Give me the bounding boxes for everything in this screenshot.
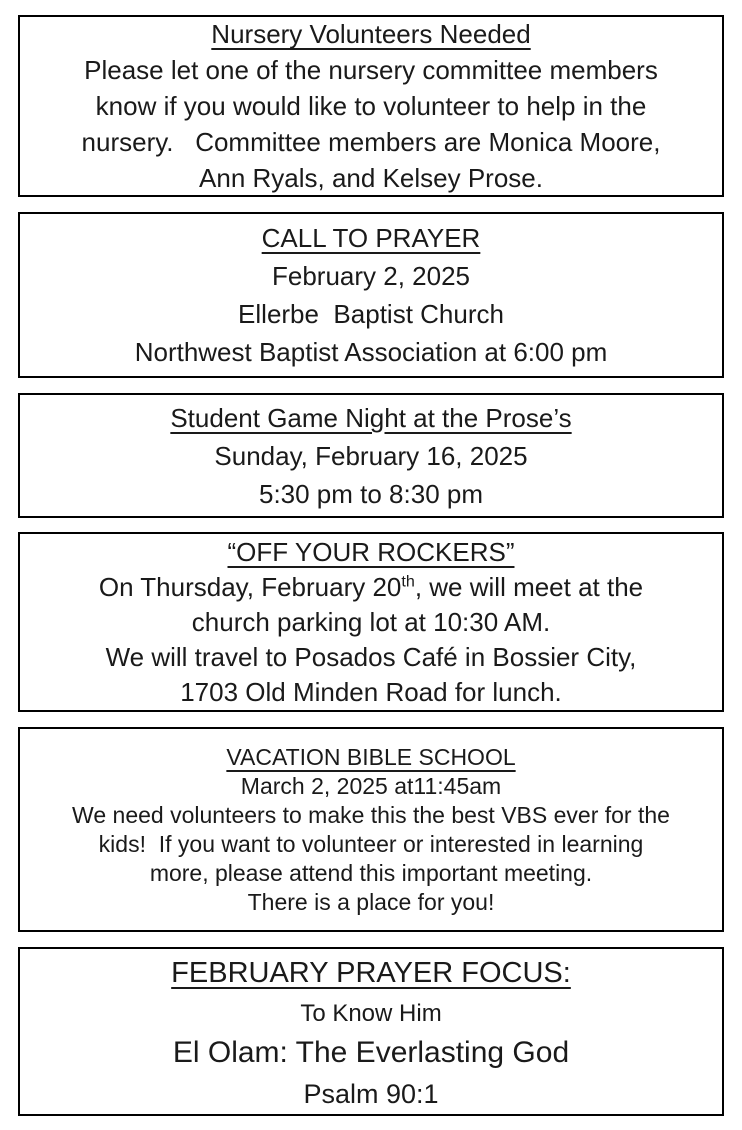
nursery-title: Nursery Volunteers Needed [211, 19, 531, 49]
vbs-line: kids! If you want to volunteer or interested in learning [98, 830, 644, 857]
prayer-focus-verse: Psalm 90:1 [303, 1078, 439, 1109]
vbs-title: VACATION BIBLE SCHOOL [226, 743, 516, 770]
off-your-rockers-line: church parking lot at 10:30 AM. [191, 606, 551, 637]
vbs-line: We need volunteers to make this the best VBS ever for the [72, 801, 670, 828]
game-night-date: Sunday, February 16, 2025 [214, 440, 528, 471]
off-your-rockers-line: 1703 Old Minden Road for lunch. [180, 676, 562, 707]
call-to-prayer-date: February 2, 2025 [271, 261, 470, 291]
date-text: On Thursday, February 20 [98, 571, 402, 602]
prayer-focus-title: FEBRUARY PRAYER FOCUS: [171, 956, 571, 989]
prayer-focus-box [18, 947, 724, 1116]
nursery-line: know if you would like to volunteer to help in the [95, 91, 647, 121]
call-to-prayer-box [18, 212, 724, 378]
vbs-box [18, 727, 724, 932]
game-night-time: 5:30 pm to 8:30 pm [258, 478, 484, 509]
prayer-focus-name: El Olam: The Everlasting God [172, 1035, 570, 1069]
vbs-closing: There is a place for you! [247, 888, 495, 915]
call-to-prayer-title: CALL TO PRAYER [261, 223, 481, 253]
nursery-line: Please let one of the nursery committee members [84, 55, 658, 85]
vbs-line: more, please attend this important meeting. [149, 859, 593, 886]
nursery-line: nursery. Committee members are Monica Moore, [81, 127, 661, 157]
prayer-focus-theme: To Know Him [300, 999, 442, 1027]
game-night-title: Student Game Night at the Prose’s [170, 402, 572, 433]
ordinal-suffix: th [401, 571, 415, 590]
game-night-box [18, 393, 724, 518]
off-your-rockers-line: We will travel to Posados Café in Bossier City, [105, 641, 637, 672]
nursery-volunteers-box [18, 15, 724, 197]
off-your-rockers-line [99, 570, 643, 605]
call-to-prayer-location: Ellerbe Baptist Church [238, 299, 504, 329]
date-text-continued: , we will meet at the [414, 571, 644, 602]
call-to-prayer-detail: Northwest Baptist Association at 6:00 pm [134, 337, 608, 367]
off-your-rockers-title: “OFF YOUR ROCKERS” [227, 536, 515, 567]
nursery-line: Ann Ryals, and Kelsey Prose. [199, 163, 543, 193]
vbs-date: March 2, 2025 at11:45am [240, 772, 502, 799]
off-your-rockers-box [18, 532, 724, 712]
